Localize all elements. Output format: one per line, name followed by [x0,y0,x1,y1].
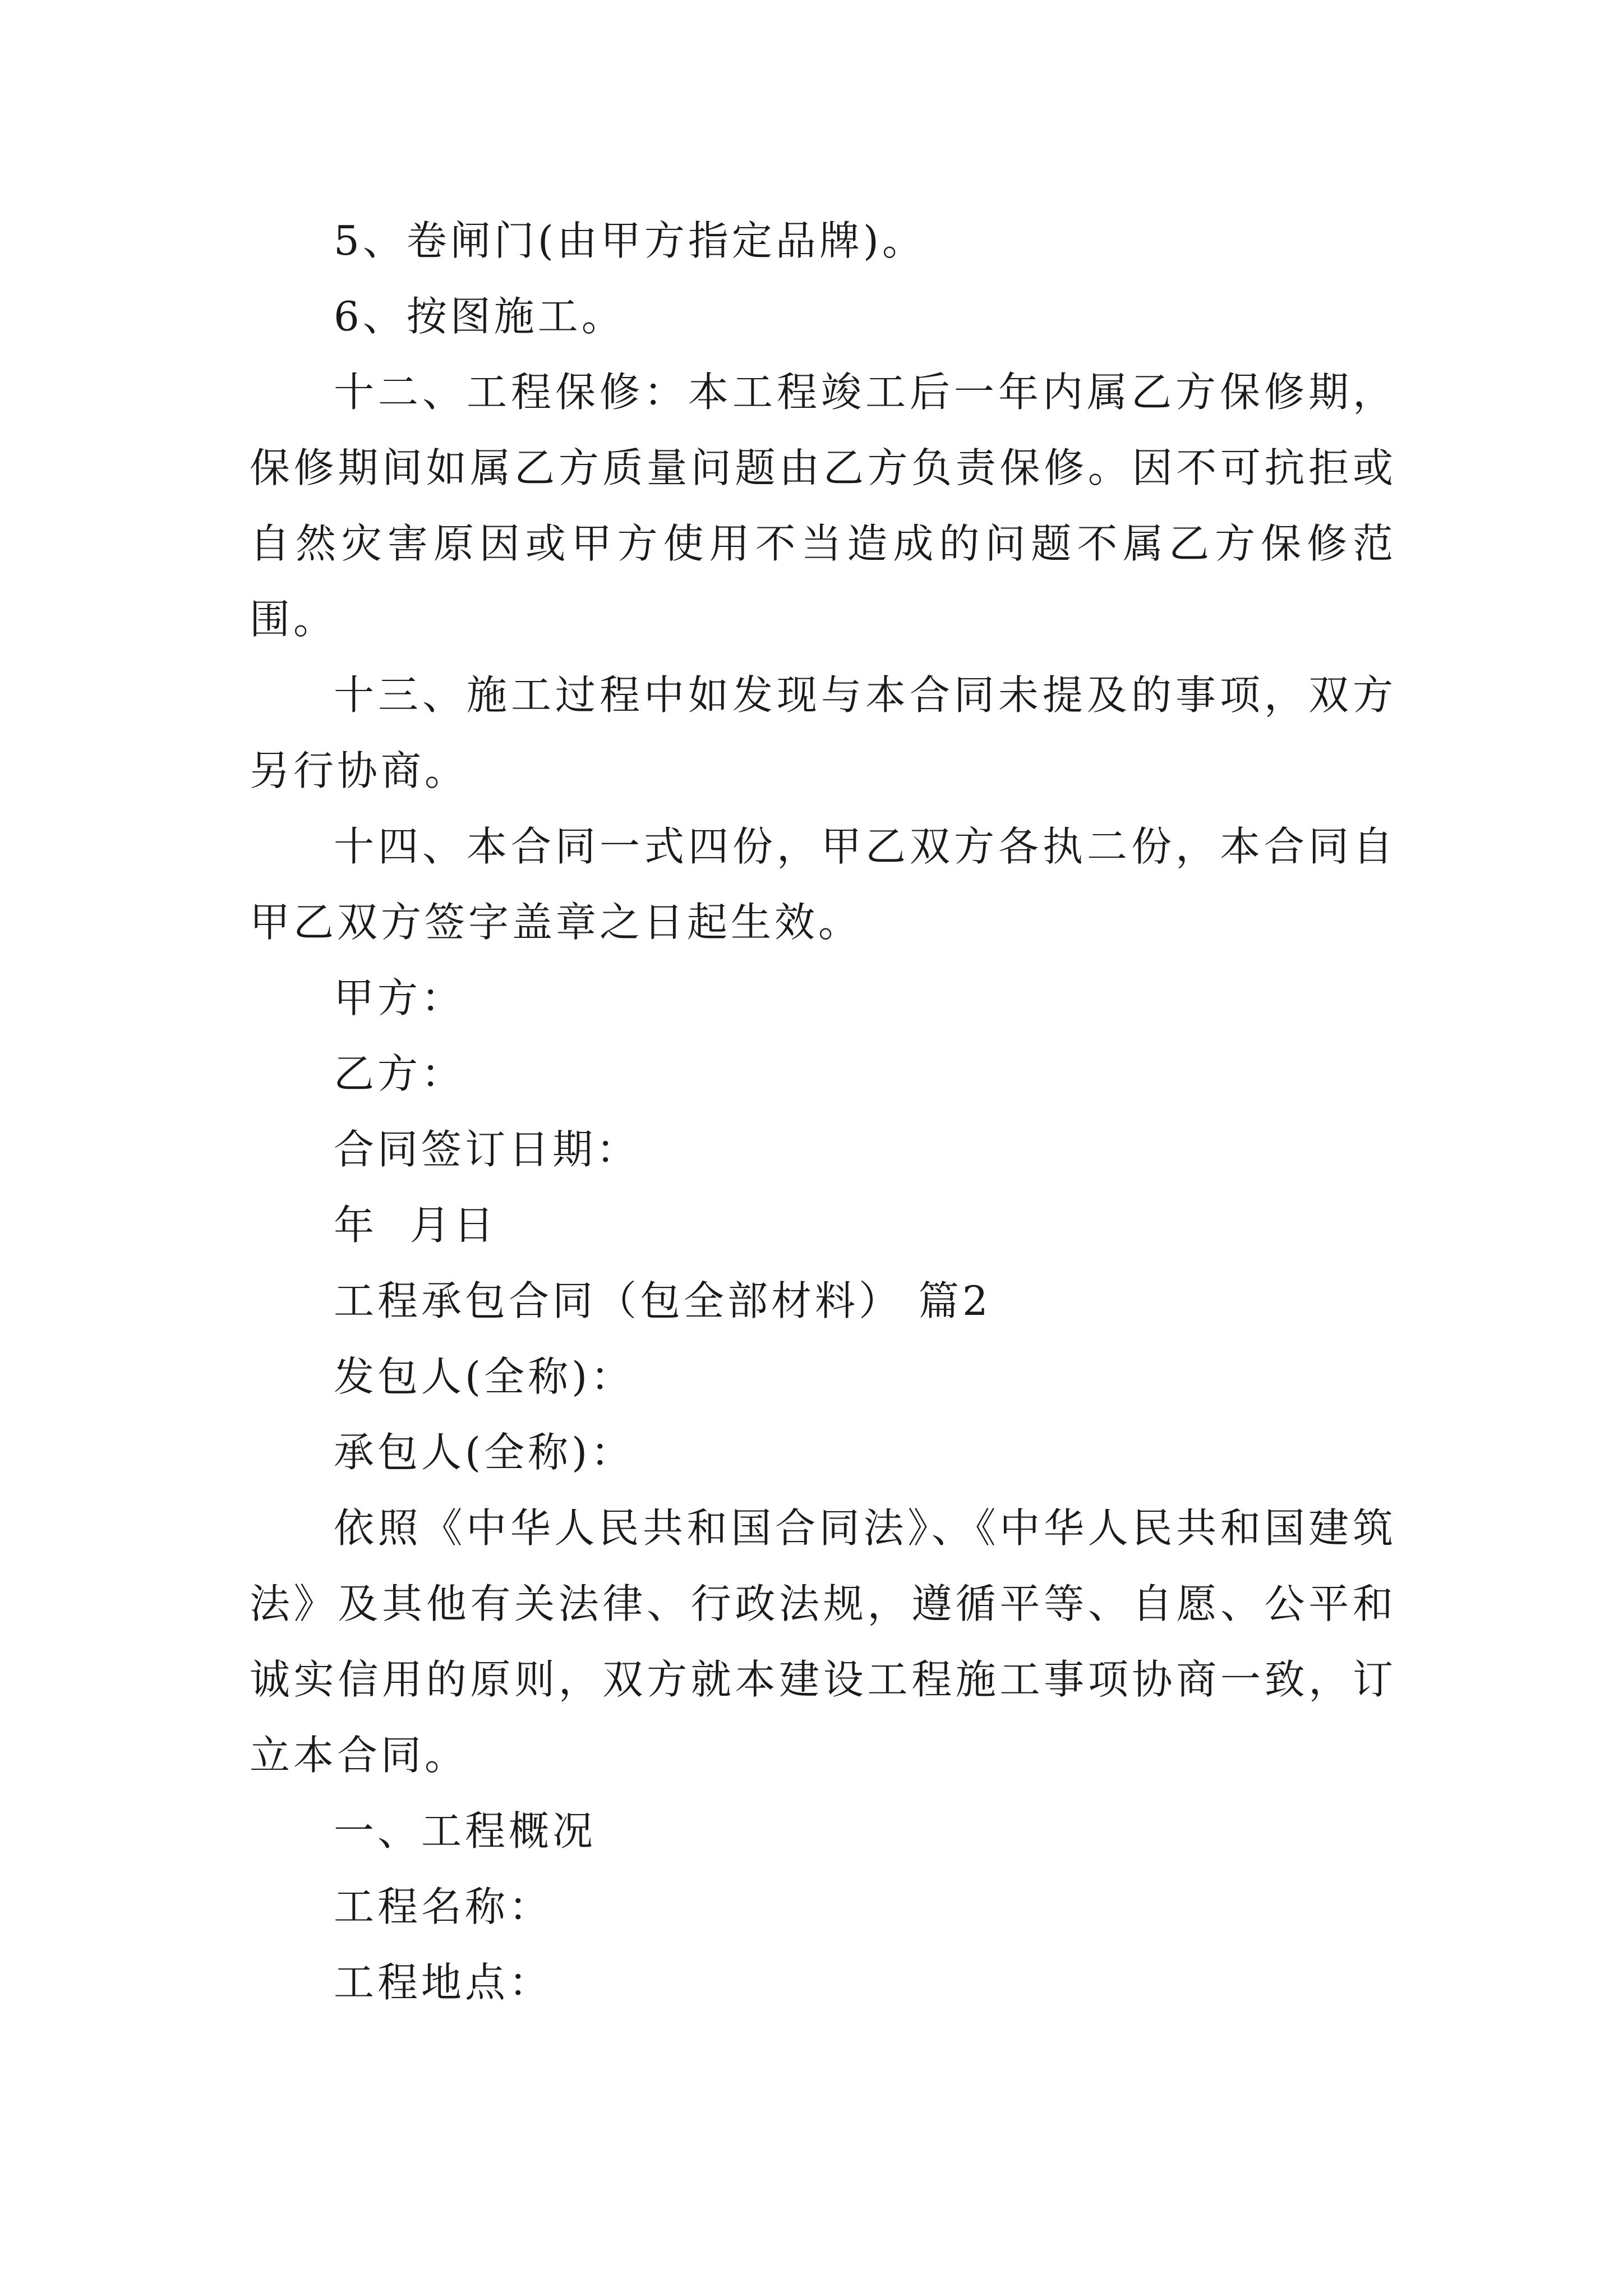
project-overview-heading: 一、工程概况 [334,1807,597,1855]
party-a-label: 甲方： [334,974,465,1022]
project-name-label: 工程名称： [334,1883,553,1930]
paragraph-clause-13-negotiation: 十三、施工过程中如发现与本合同未提及的事项，双方另行协商。 [250,671,1396,794]
contractor-label: 承包人(全称)： [334,1429,635,1476]
legal-basis-paragraph: 依照《中华人民共和国合同法》、《中华人民共和国建筑法》及其他有关法律、行政法规，遵循平等、自愿、公平和诚实信用的原则，双方就本建设工程施工事项协商一致，订立本合同。 [250,1504,1396,1779]
section-heading-part-2: 工程承包合同（包全部材料） 篇2 [334,1277,992,1324]
employer-label: 发包人(全称)： [334,1353,635,1400]
date-placeholder: 年 月日 [334,1202,497,1249]
paragraph-item-5: 5、卷闸门(由甲方指定品牌)。 [334,217,926,264]
project-location-label: 工程地点： [334,1959,553,2006]
paragraph-clause-12-warranty: 十二、工程保修：本工程竣工后一年内属乙方保修期，保修期间如属乙方质量问题由乙方负责保修。因不可抗拒或自然灾害原因或甲方使用不当造成的问题不属乙方保修范围。 [250,369,1396,643]
signing-date-label: 合同签订日期： [334,1126,640,1173]
paragraph-clause-14-copies: 十四、本合同一式四份，甲乙双方各执二份，本合同自甲乙双方签字盖章之日起生效。 [250,823,1396,946]
document-body [250,203,1396,2021]
paragraph-item-6: 6、按图施工。 [334,293,625,340]
party-b-label: 乙方： [334,1050,465,1097]
